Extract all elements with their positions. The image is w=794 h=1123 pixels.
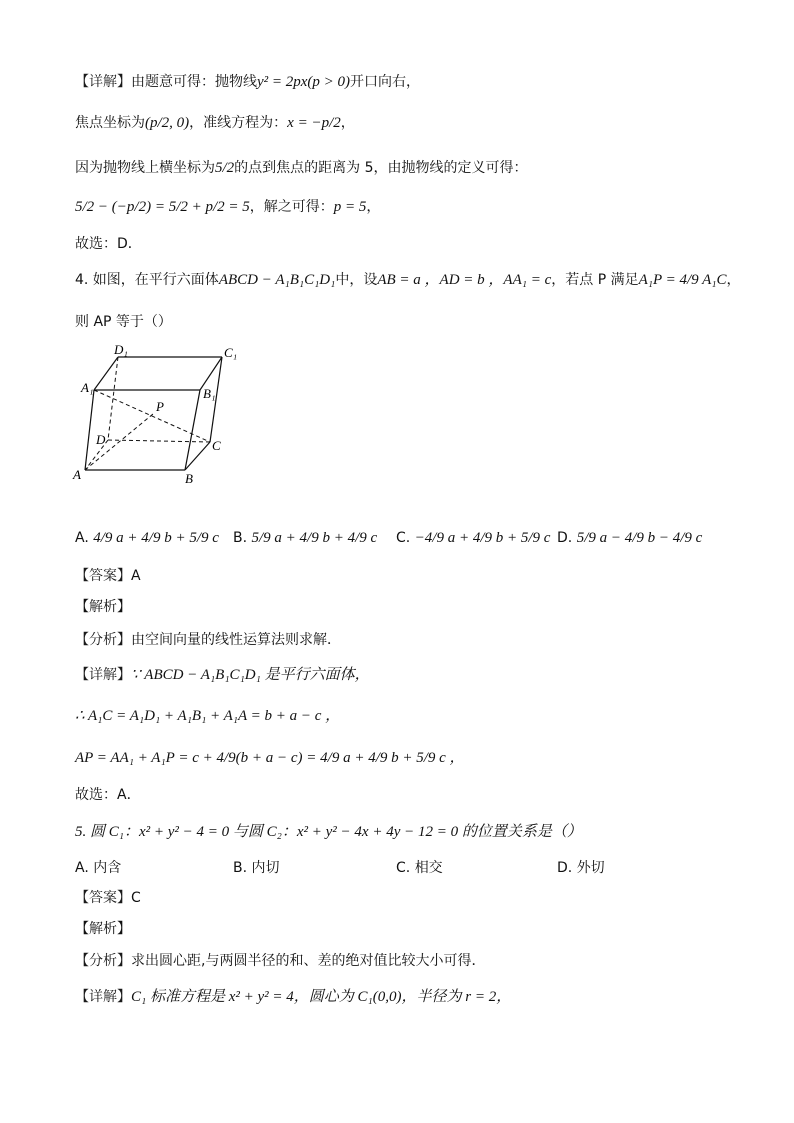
text: ，若点 P 满足 (551, 272, 639, 288)
label-A: A (73, 467, 81, 482)
option-letter: D. (557, 530, 573, 546)
fenxi-text: 求出圆心距,与两圆半径的和、差的绝对值比较大小可得． (131, 953, 486, 969)
q5-stem (75, 822, 754, 842)
option-text: 内切 (251, 860, 280, 876)
label-P: P (156, 399, 164, 414)
text: 中，设 (335, 272, 378, 288)
text: ， (726, 272, 741, 288)
label-C: C (212, 438, 221, 453)
detail-text: AP = AA₁ + A₁P = c + 4/9(b + a − c) = 4/9 a + 4/9 b + 5/9 c ， (75, 750, 465, 766)
text: 4. 如图，在平行六面体 (75, 272, 219, 288)
q5-detail-line1 (75, 987, 754, 1007)
detail-text: ∴ A₁C = A₁D₁ + A₁B₁ + A₁A = b + a − c ， (75, 708, 341, 724)
option-text: 5/9 a − 4/9 b − 4/9 c (576, 530, 703, 546)
q3-detail-line1 (75, 72, 754, 92)
text: 焦点坐标为 (75, 115, 145, 131)
answer-value: A (131, 568, 141, 584)
option-letter: A. (75, 530, 89, 546)
parabola-equation: y² = 2px(p > 0) (257, 74, 351, 90)
directrix-equation: x = −p/2 (287, 115, 341, 131)
text: 开口向右， (350, 74, 421, 90)
q3-conclusion: 故选：D． (75, 236, 142, 252)
q3-detail-line2 (75, 113, 754, 133)
fenxi-tag: 【分析】 (75, 632, 131, 648)
detail-tag: 【详解】 (75, 989, 131, 1005)
condition: A₁P = 4/9 A₁C (638, 272, 727, 288)
result: p = 5 (333, 199, 367, 215)
detail-text: C₁ 标准方程是 x² + y² = 4，圆心为 C₁(0,0)，半径为 r = 2， (131, 989, 512, 1005)
q5-fenxi (75, 951, 754, 971)
text: 的点到焦点的距离为 5，由抛物线的定义可得： (234, 160, 528, 176)
q4-option-d[interactable] (557, 530, 702, 547)
distance-equation: 5/2 − (−p/2) = 5/2 + p/2 = 5 (75, 199, 250, 215)
q4-option-a[interactable] (75, 530, 219, 547)
q4-option-b[interactable] (233, 530, 377, 547)
option-letter: D. (557, 860, 573, 876)
option-letter: B. (233, 530, 248, 546)
q4-stem-line2: 则 AP 等于（） (75, 314, 172, 330)
detail-text: ∵ ABCD − A₁B₁C₁D₁ 是平行六面体， (131, 667, 370, 683)
label-D: D (96, 432, 106, 447)
fenxi-text: 由空间向量的线性运算法则求解． (131, 632, 341, 648)
option-text: 4/9 a + 4/9 b + 5/9 c (93, 530, 219, 546)
text: ，准线方程为： (189, 115, 288, 131)
option-text: 5/9 a + 4/9 b + 4/9 c (251, 530, 378, 546)
parallelepiped-figure (70, 340, 250, 490)
abscissa-value: 5/2 (215, 160, 235, 176)
answer-tag: 【答案】 (75, 568, 131, 584)
q3-detail-line4 (75, 197, 754, 217)
text: ， (366, 199, 381, 215)
q5-analysis-tag: 【解析】 (75, 921, 131, 937)
q5-answer (75, 888, 754, 908)
text: ，解之可得： (249, 199, 334, 215)
option-letter: C. (396, 860, 411, 876)
q4-detail-line1 (75, 665, 754, 685)
q5-option-a[interactable] (75, 857, 121, 877)
option-text: 外切 (576, 860, 605, 876)
text: 由题意可得：抛物线 (131, 74, 257, 90)
q4-fenxi (75, 630, 754, 650)
q5-option-b[interactable] (233, 857, 280, 877)
q5-option-d[interactable] (557, 857, 605, 877)
label-C1: C₁ (224, 345, 238, 360)
label-A1: A₁ (81, 380, 94, 395)
option-text: 内含 (93, 860, 122, 876)
vector-definitions: AB = a ，AD = b ，AA₁ = c (377, 272, 552, 288)
q4-conclusion: 故选：A． (75, 787, 141, 803)
answer-value: C (131, 890, 141, 906)
solid-name: ABCD − A₁B₁C₁D₁ (218, 272, 336, 288)
fenxi-tag: 【分析】 (75, 953, 131, 969)
option-text: −4/9 a + 4/9 b + 5/9 c (414, 530, 551, 546)
option-letter: C. (396, 530, 411, 546)
q4-analysis-tag: 【解析】 (75, 599, 131, 615)
stem-text: 5. 圆 C₁：x² + y² − 4 = 0 与圆 C₂：x² + y² − 4x + 4y − 12 = 0 的位置关系是（） (75, 824, 582, 840)
q3-detail-line3 (75, 158, 754, 178)
label-B1: B₁ (203, 386, 216, 401)
detail-tag: 【详解】 (75, 667, 131, 683)
text: ， (340, 115, 355, 131)
option-letter: A. (75, 860, 89, 876)
q4-option-c[interactable] (396, 530, 550, 547)
answer-tag: 【答案】 (75, 890, 131, 906)
label-B: B (185, 471, 193, 486)
q4-stem-line1 (75, 270, 754, 290)
q5-option-c[interactable] (396, 857, 443, 877)
option-letter: B. (233, 860, 248, 876)
label-D1: D₁ (114, 342, 128, 357)
text: 因为抛物线上横坐标为 (75, 160, 215, 176)
detail-tag: 【详解】 (75, 74, 131, 90)
q4-answer (75, 566, 754, 586)
q4-detail-line3 (75, 748, 754, 768)
option-text: 相交 (414, 860, 443, 876)
focus-coordinate: (p/2, 0) (145, 115, 190, 131)
q4-detail-line2 (75, 706, 754, 726)
